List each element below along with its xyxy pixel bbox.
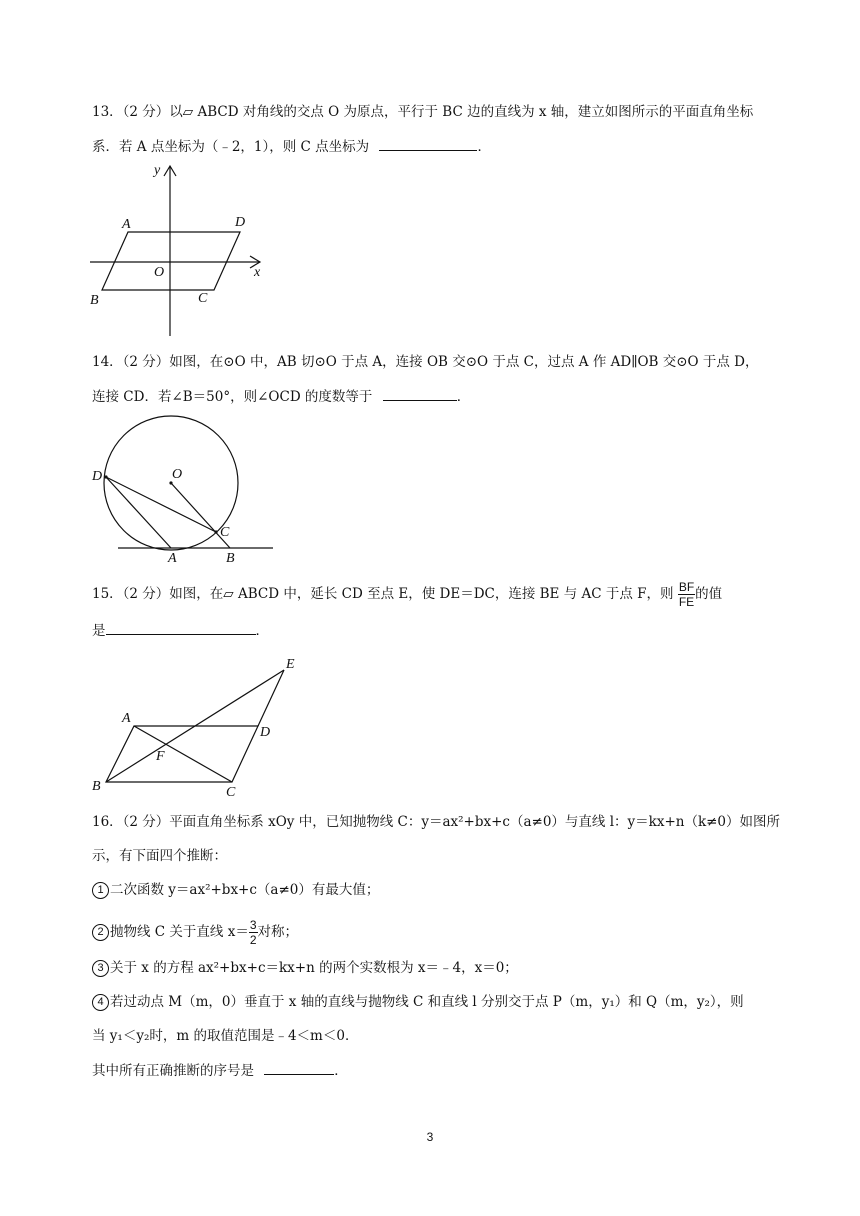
- q16-item-2-numerator: 3: [249, 918, 257, 932]
- q13-line-2: 系．若 A 点坐标为（﹣2，1），则 C 点坐标为 ．: [92, 136, 491, 157]
- q15-line-1-tail: 的值: [695, 586, 723, 602]
- q16-item-2-fraction: [249, 918, 258, 947]
- q13-label-D: D: [235, 215, 246, 230]
- q13-label-B: B: [90, 293, 99, 308]
- q16-item-4-line-2: 当 y₁＜y₂时，m 的取值范围是﹣4＜m＜0．: [92, 1028, 359, 1044]
- q14-label-D: D: [92, 469, 103, 484]
- q15-label-A: A: [122, 711, 131, 726]
- q16-marker-4: 4: [92, 994, 109, 1011]
- q14-line-2: 连接 CD．若∠B＝50°，则∠OCD 的度数等于 ．: [92, 386, 470, 407]
- q14-label-O: O: [172, 467, 183, 482]
- q13-label-y: y: [154, 163, 161, 178]
- q16-last-text: 其中所有正确推断的序号是: [92, 1063, 254, 1079]
- q15-line-1: [92, 580, 722, 609]
- q16-item-3: [92, 958, 518, 978]
- q16-item-2-post: 对称；: [257, 924, 299, 940]
- q15-frac-denominator: FE: [678, 595, 695, 609]
- q15-frac-numerator: BF: [678, 580, 695, 594]
- q15-figure: [86, 652, 316, 802]
- q13-line-1: 13．（2 分）以▱ ABCD 对角线的交点 O 为原点，平行于 BC 边的直线为 x 轴，建立如图所示的平面直角坐标: [92, 104, 754, 120]
- q16-item-1-text: 二次函数 y＝ax²+bx+c（a≠0）有最大值；: [110, 882, 380, 898]
- q16-item-1: [92, 880, 379, 900]
- q14-label-A: A: [168, 551, 177, 566]
- q16-item-4-line-1: 若过动点 M（m，0）垂直于 x 轴的直线与抛物线 C 和直线 l 分别交于点 P（m，y₁）和 Q（m，y₂），则: [110, 994, 744, 1010]
- q14-label-B: B: [226, 551, 235, 566]
- q16-line-1: 16．（2 分）平面直角坐标系 xOy 中，已知抛物线 C：y＝ax²+bx+c（a≠0）与直线 l：y＝kx+n（k≠0）如图所: [92, 814, 781, 830]
- q13-label-C: C: [198, 291, 208, 306]
- q16-marker-2: 2: [92, 924, 109, 941]
- q13-answer-blank: [379, 136, 477, 151]
- q16-item-3-text: 关于 x 的方程 ax²+bx+c＝kx+n 的两个实数根为 x＝﹣4，x＝0；: [110, 960, 518, 976]
- q16-item-2-pre: 抛物线 C 关于直线 x＝: [110, 924, 249, 940]
- q16-marker-3: 3: [92, 960, 109, 977]
- q15-label-E: E: [286, 657, 295, 672]
- q14-figure: [88, 408, 288, 568]
- q13-figure: [80, 160, 280, 340]
- q14-line-2-text: 连接 CD．若∠B＝50°，则∠OCD 的度数等于: [92, 389, 373, 405]
- q15-label-C: C: [226, 785, 236, 800]
- q16-item-4: [92, 992, 744, 1012]
- q16-line-2: 示，有下面四个推断：: [92, 848, 227, 864]
- q15-label-D: D: [260, 725, 271, 740]
- q16-item-2-denominator: 2: [249, 933, 257, 947]
- q15-answer-blank: [106, 620, 256, 635]
- page-number: 3: [426, 1130, 434, 1144]
- q15-fraction: [678, 580, 695, 609]
- q15-line-1-text: 15．（2 分）如图，在▱ ABCD 中，延长 CD 至点 E，使 DE＝DC，连接 BE 与 AC 于点 F，则: [92, 586, 674, 602]
- q15-line-2-text: 是: [92, 623, 106, 639]
- q13-label-x: x: [254, 265, 261, 280]
- q13-label-A: A: [122, 217, 131, 232]
- q13-line-2-text: 系．若 A 点坐标为（﹣2，1），则 C 点坐标为: [92, 139, 370, 155]
- q14-label-C: C: [220, 525, 230, 540]
- q16-item-2: [92, 918, 298, 947]
- q14-answer-blank: [383, 386, 457, 401]
- q16-answer-blank: [264, 1060, 334, 1075]
- q16-last-line: 其中所有正确推断的序号是 ．: [92, 1060, 348, 1081]
- q15-line-2: 是 ．: [92, 620, 269, 641]
- q13-label-O: O: [154, 265, 165, 280]
- q16-marker-1: 1: [92, 882, 109, 899]
- q15-label-B: B: [92, 779, 101, 794]
- q15-label-F: F: [156, 749, 165, 764]
- q14-line-1: 14．（2 分）如图，在⊙O 中，AB 切⊙O 于点 A，连接 OB 交⊙O 于点 C，过点 A 作 AD∥OB 交⊙O 于点 D，: [92, 354, 759, 370]
